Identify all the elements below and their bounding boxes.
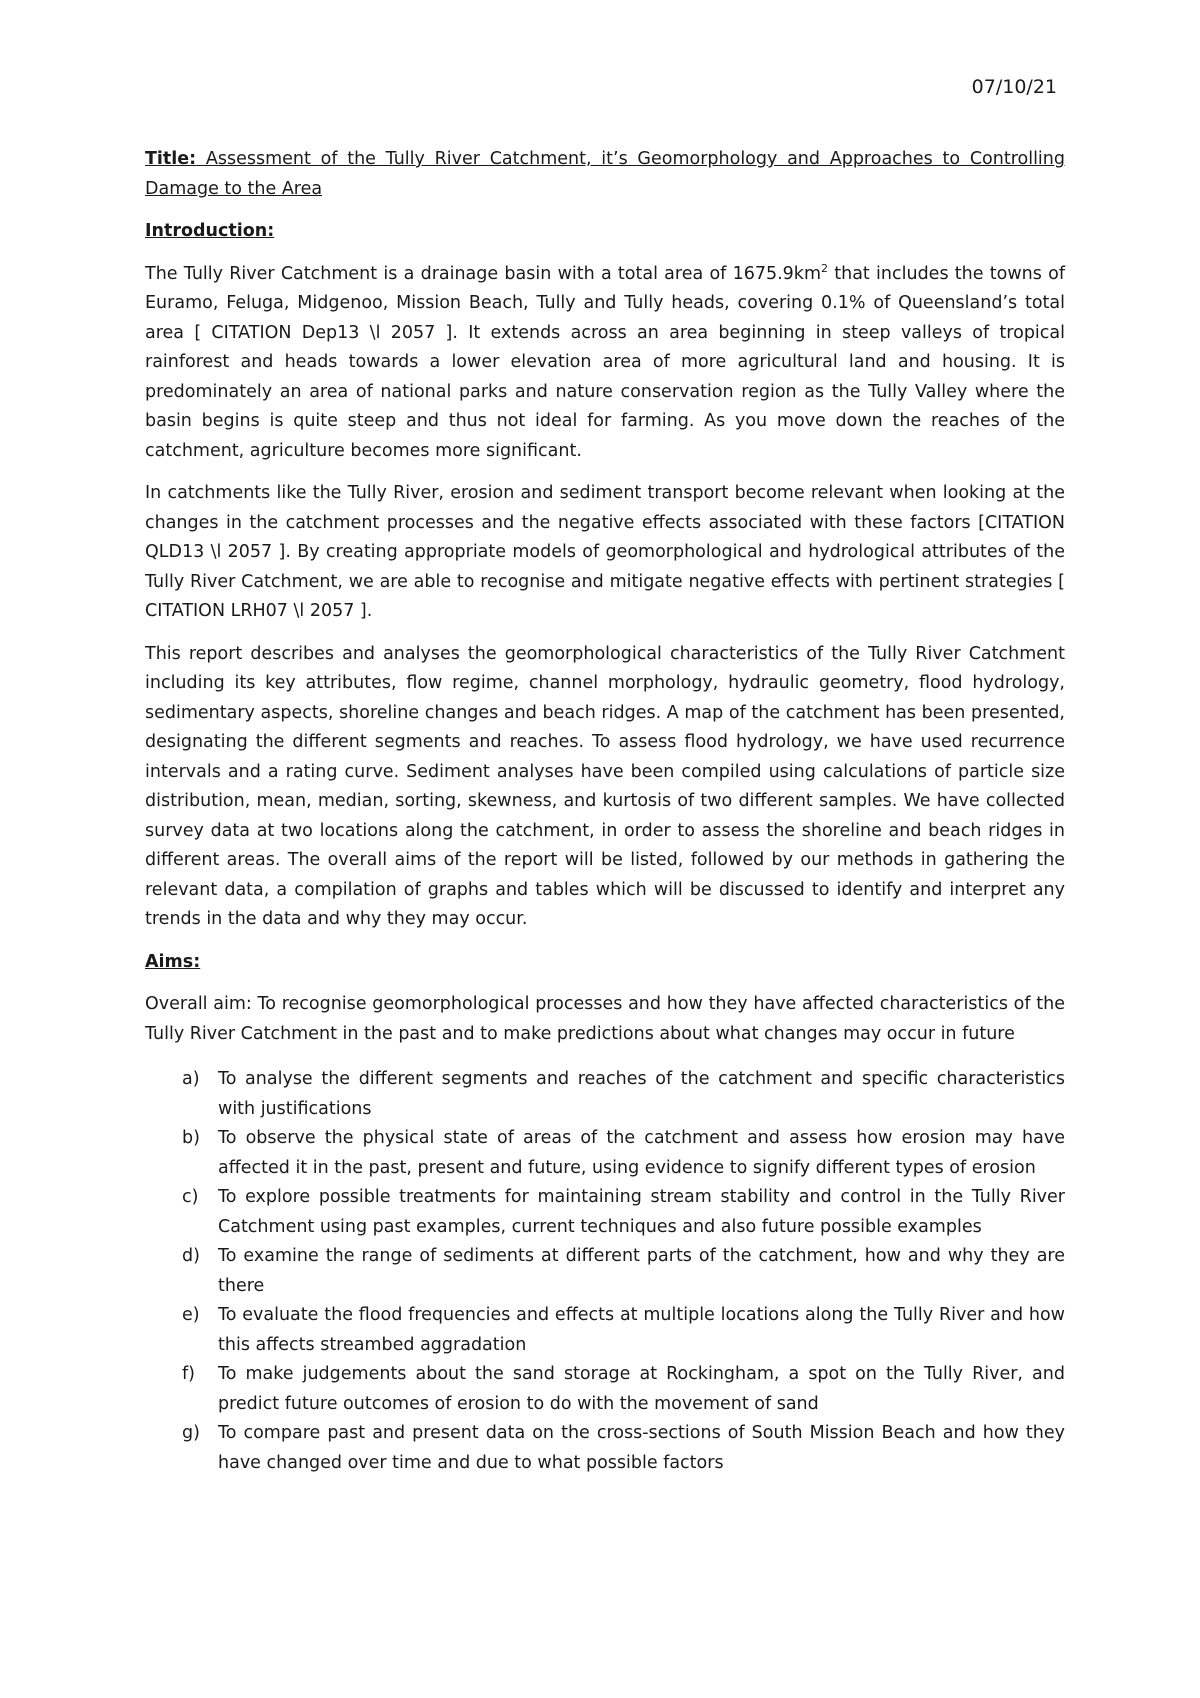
title-text: Assessment of the Tully River Catchment, it’s Geomorphology and Approaches to Controlling Damage to the Area — [145, 149, 1065, 199]
title-label: Title: — [145, 149, 197, 169]
aim-text: To examine the range of sediments at different parts of the catchment, how and why they are there — [218, 1246, 1065, 1296]
aim-item — [145, 1301, 1065, 1360]
document-body — [145, 145, 1065, 1478]
superscript-2: 2 — [821, 261, 828, 275]
aim-text: To analyse the different segments and reaches of the catchment and specific characteristics with justifications — [218, 1069, 1065, 1119]
aim-text: To observe the physical state of areas of the catchment and assess how erosion may have affected it in the past, present and future, using evidence to signify different types of erosion — [218, 1128, 1065, 1178]
aim-letter: f) — [182, 1364, 195, 1384]
aim-letter: a) — [182, 1069, 200, 1089]
introduction-heading: Introduction: — [145, 221, 275, 241]
aim-item — [145, 1419, 1065, 1478]
aim-item — [145, 1065, 1065, 1124]
aim-letter: e) — [182, 1305, 200, 1325]
aim-text: To make judgements about the sand storage at Rockingham, a spot on the Tully River, and predict future outcomes of erosion to do with the movement of sand — [218, 1364, 1065, 1414]
aim-item — [145, 1242, 1065, 1301]
aim-letter: d) — [182, 1246, 200, 1266]
aim-text: To compare past and present data on the cross-sections of South Mission Beach and how they have changed over time and due to what possible factors — [218, 1423, 1065, 1473]
aim-item — [145, 1124, 1065, 1183]
aim-letter: b) — [182, 1128, 200, 1148]
document-title — [145, 145, 1065, 204]
aims-list — [145, 1065, 1065, 1478]
document-date: 07/10/21 — [971, 76, 1057, 98]
aims-heading-row — [145, 948, 1065, 978]
aim-letter: g) — [182, 1423, 200, 1443]
intro-p1-text-a: The Tully River Catchment is a drainage basin with a total area of 1675.9km — [145, 263, 821, 284]
aim-letter: c) — [182, 1187, 199, 1207]
intro-paragraph-1 — [145, 260, 1065, 467]
introduction-heading-row — [145, 217, 1065, 247]
overall-aim: Overall aim: To recognise geomorphological processes and how they have affected characteristics of the Tully River Catchment in the past and to make predictions about what changes may occur in future — [145, 994, 1065, 1044]
aim-item — [145, 1360, 1065, 1419]
intro-p1-text-b: that includes the towns of Euramo, Feluga, Midgenoo, Mission Beach, Tully and Tully heads, covering 0.1% of Queensland’s total area [ CITATION Dep13 \l 2057 ]. It extends across an area beginning in steep valleys of tropical rainforest and heads towards a lower elevation area of more agricultural land and housing. It is predominately an area of national parks and nature conservation region as the Tully Valley where the basin begins is quite steep and thus not ideal for farming. As you move down the reaches of the catchment, agriculture becomes more significant. — [145, 263, 1065, 461]
aims-heading: Aims: — [145, 951, 201, 972]
aim-item — [145, 1183, 1065, 1242]
aim-text: To explore possible treatments for maintaining stream stability and control in the Tully River Catchment using past examples, current techniques and also future possible examples — [218, 1187, 1065, 1237]
intro-paragraph-2: In catchments like the Tully River, erosion and sediment transport become relevant when looking at the changes in the catchment processes and the negative effects associated with these factors [CITATION QLD13 \l 2057 ]. By creating appropriate models of geomorphological and hydrological attributes of the Tully River Catchment, we are able to recognise and mitigate negative effects with pertinent strategies [ CITATION LRH07 \l 2057 ]. — [145, 483, 1065, 621]
aim-text: To evaluate the flood frequencies and effects at multiple locations along the Tully River and how this affects streambed aggradation — [218, 1305, 1065, 1355]
intro-paragraph-3: This report describes and analyses the geomorphological characteristics of the Tully River Catchment including its key attributes, flow regime, channel morphology, hydraulic geometry, flood hydrology, sedimentary aspects, shoreline changes and beach ridges. A map of the catchment has been presented, designating the different segments and reaches. To assess flood hydrology, we have used recurrence intervals and a rating curve. Sediment analyses have been compiled using calculations of particle size distribution, mean, median, sorting, skewness, and kurtosis of two different samples. We have collected survey data at two locations along the catchment, in order to assess the shoreline and beach ridges in different areas. The overall aims of the report will be listed, followed by our methods in gathering the relevant data, a compilation of graphs and tables which will be discussed to identify and interpret any trends in the data and why they may occur. — [145, 643, 1065, 929]
